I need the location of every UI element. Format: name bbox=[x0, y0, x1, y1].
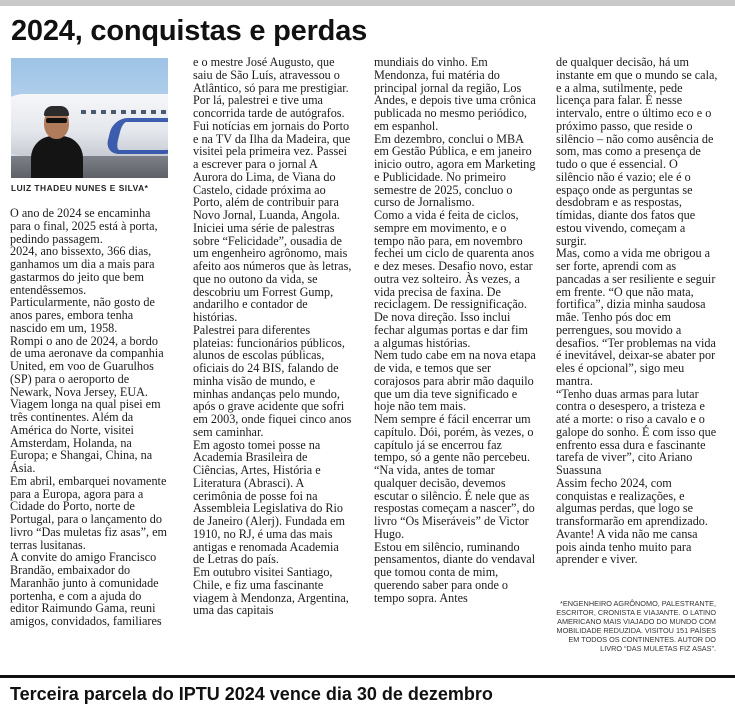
article-headline: 2024, conquistas e perdas bbox=[11, 15, 368, 47]
article-column-2: e o mestre José Augusto, que saiu de São Luís, atravessou o Atlântico, só para me prestigiar. Por lá, palestrei e tive uma concorrida tarde de autógrafos. Fui notícias em jornais do Porto e na TV da Ilha da Madeira, que visitei pela primeira vez. Passei a escrever para o jornal A Aurora do Lima, de Viana do Castelo, cidade próxima ao Porto, além de contribuir para Novo Jornal, Luanda, Angola. Iniciei uma série de palestras sobre “Felicidade”, ousadia de um engenheiro agrônomo, mais afeito aos números que às letras, que no outono da vida, se descobriu um Forrest Gump, andarilho e contador de histórias. Palestrei para diferentes plateias: funcionários públicos, alunos de escolas públicas, oficiais do 24 BIS, falando de minha visão de mundo, e minhas andanças pelo mundo, após o grave acidente que sofri em 2003, onde fiquei cinco anos sem caminhar. Em agosto tomei posse na Academia Brasileira de Ciências, Artes, História e Literatura (Abrasci). A cerimônia de posse foi na Assembleia Legislativa do Rio de Janeiro (Alerj). Fundada em 1910, no RJ, é uma das mais antigas e renomada Academia de Letras do país. Em outubro visitei Santiago, Chile, e fiz uma fascinante viagem à Mendonza, Argentina, uma das capitais bbox=[193, 56, 352, 618]
author-photo bbox=[11, 58, 168, 178]
author-figure-hair bbox=[44, 106, 69, 116]
next-article-headline[interactable]: Terceira parcela do IPTU 2024 vence dia 30 de dezembro bbox=[10, 684, 493, 704]
top-rule bbox=[0, 0, 735, 6]
author-figure-body bbox=[31, 136, 83, 178]
article-column-4: de qualquer decisão, há um instante em que o mundo se cala, e a alma, sutilmente, pede licença para falar. É nesse intervalo, entre o último eco e o próximo passo, que reside o silêncio – não como ausência de som, mas como a presença de tudo o que é essencial. O silêncio não é vazio; ele é o espaço onde as perguntas se desdobram e as respostas, tímidas, diante dos fatos que estou vivendo, começam a surgir. Mas, como a vida me obrigou a ser forte, aprendi com as pancadas a ser resiliente e seguir em frente. “O que não mata, fortifica”, dizia minha saudosa mãe. Tenho pós doc em perrengues, sou movido a desafios. “Ter problemas na vida é inevitável, deixar-se abater por eles é opcional”, sigo meu mantra. “Tenho duas armas para lutar contra o desespero, a tristeza e até a morte: o riso a cavalo e o galope do sonho. É com isso que enfrento essa dura e fascinante tarefa de viver”, cito Ariano Suassuna Assim fecho 2024, com conquistas e realizações, e algumas perdas, que logo se transformarão em aprendizado. Avante! A vida não me cansa pois ainda tenho muito para aprender e viver. bbox=[556, 56, 718, 567]
airplane-livery-logo bbox=[105, 118, 168, 154]
article-column-1: O ano de 2024 se encaminha para o final, 2025 está à porta, pedindo passagem. 2024, ano bissexto, 366 dias, ganhamos um dia a mais para gastarmos do jeito que bem entendêssemos. Particularmente, não gosto de anos pares, embora tenha nascido em um, 1958. Rompi o ano de 2024, a bordo de uma aeronave da companhia United, em voo de Guarulhos (SP) para o aeroporto de Newark, Nova Jersey, EUA. Viagem longa na qual pisei em três continentes. Além da América do Norte, visitei Amsterdam, Holanda, na Europa; e Shangai, China, na Ásia. Em abril, embarquei novamente para a Europa, agora para a Cidade do Porto, norte de Portugal, para o lançamento do livro “Das muletas fiz asas”, em terras lusitanas. A convite do amigo Francisco Brandão, embaixador do Maranhão junto à comunidade portenha, e com a ajuda do editor Raimundo Gama, reuni amigos, convidados, familiares bbox=[10, 207, 168, 628]
author-sunglasses bbox=[46, 118, 67, 123]
airplane-windows bbox=[81, 110, 168, 114]
author-caption: LUIZ THADEU NUNES E SILVA* bbox=[11, 183, 149, 193]
article-column-3: mundiais do vinho. Em Mendonza, fui matéria do principal jornal da região, Los Andes, e depois tive uma crônica publicada no mesmo periódico, em espanhol. Em dezembro, conclui o MBA em Gestão Pública, e em janeiro inicio outro, agora em Marketing e Publicidade. No primeiro semestre de 2025, concluo o curso de Jornalismo. Como a vida é feita de ciclos, sempre em movimento, e o tempo não para, em novembro fechei um ciclo de quarenta anos e dez meses. Desafio novo, estar outra vez solteiro. Às vezes, a vida precisa de faxina. De reciclagem. De ressignificação. De nova direção. Isso inclui fechar algumas portas e dar fim a algumas histórias. Nem tudo cabe em na nova etapa de vida, e temos que ser corajosos para abrir mão daquilo que um dia teve significado e hoje não tem mais. Nem sempre é fácil encerrar um capítulo. Dói, porém, às vezes, o capítulo já se encerrou faz tempo, só a gente não percebeu. “Na vida, antes de tomar qualquer decisão, devemos escutar o silêncio. É nele que as respostas começam a nascer”, do livro “Os Miseráveis” de Victor Hugo. Estou em silêncio, ruminando pensamentos, diante do vendaval que tomou conta de mim, querendo saber para onde o tempo sopra. Antes bbox=[374, 56, 536, 605]
bottom-rule bbox=[0, 675, 735, 678]
author-footnote: *ENGENHEIRO AGRÔNOMO, PALESTRANTE, ESCRITOR, CRONISTA E VIAJANTE. O LATINO AMERICANO MAIS VIAJADO DO MUNDO COM MOBILIDADE REDUZIDA. VISITOU 151 PAÍSES EM TODOS OS CONTINENTES. AUTOR DO LIVRO “DAS MULETAS FIZ ASAS”. bbox=[556, 599, 716, 653]
